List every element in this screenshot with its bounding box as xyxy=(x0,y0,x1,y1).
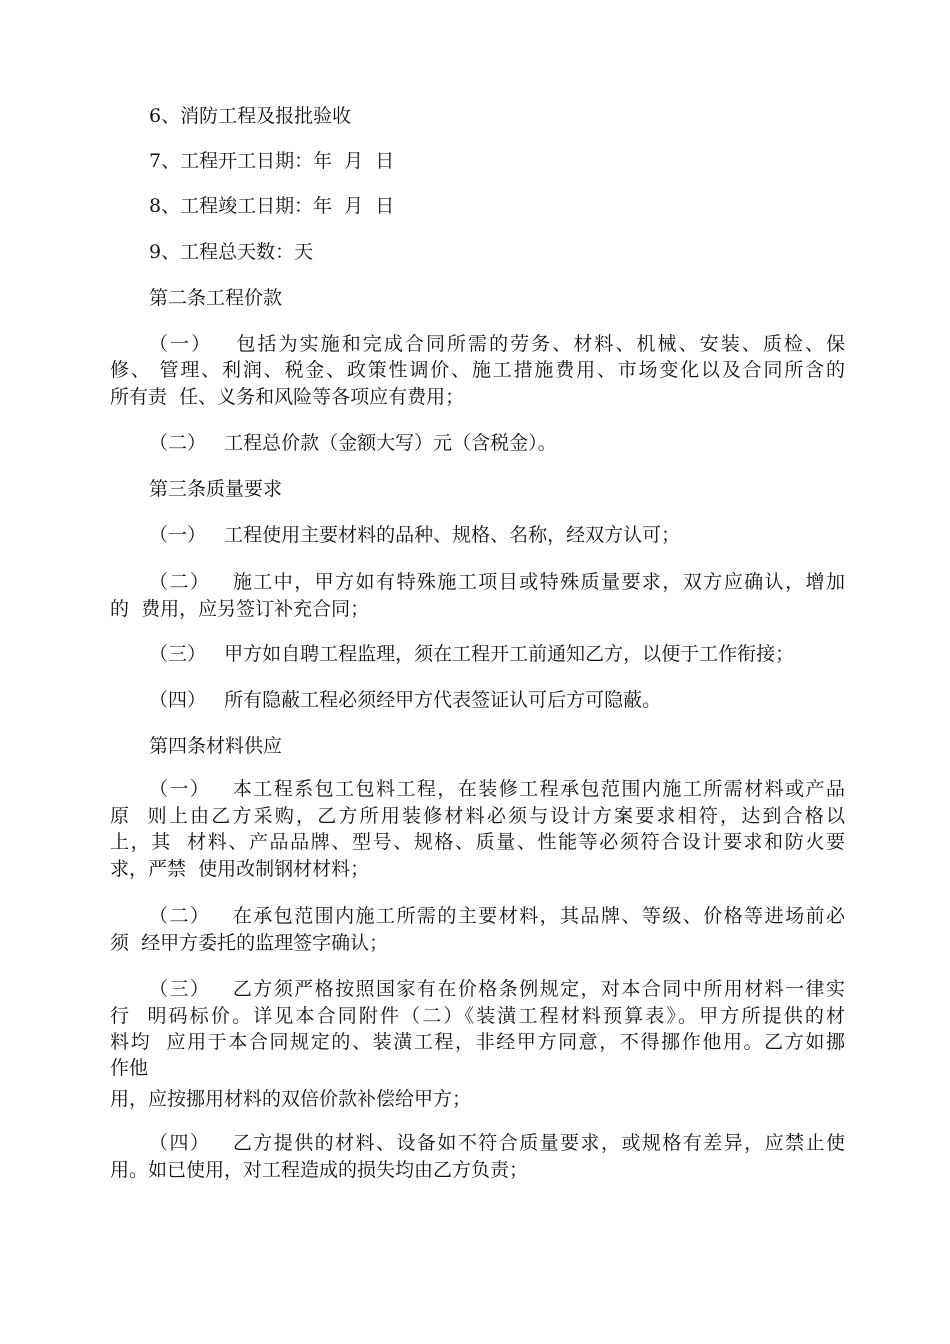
item-9-total-days: 9、工程总天数：天 xyxy=(149,241,314,263)
paragraph-line: （三） 乙方须严格按照国家有在价格条例规定，对本合同中所用材料一律实 xyxy=(149,978,845,1000)
paragraph-line: （二） 在承包范围内施工所需的主要材料，其品牌、等级、价格等进场前必 xyxy=(149,905,845,927)
paragraph-line: 作他 xyxy=(110,1057,149,1079)
paragraph-line: 料均 应用于本合同规定的、装潢工程，非经甲方同意，不得挪作他用。乙方如挪 xyxy=(110,1031,845,1053)
paragraph-line: 须 经甲方委托的监理签字确认； xyxy=(110,932,389,954)
paragraph-line: 原 则上由乙方采购，乙方所用装修材料必须与设计方案要求相符，达到合格以 xyxy=(110,805,845,827)
paragraph-line: 上，其 材料、产品品牌、型号、规格、质量、性能等必须符合设计要求和防火要 xyxy=(110,831,845,853)
paragraph-line: （一） 包括为实施和完成合同所需的劳务、材料、机械、安装、质检、保 xyxy=(149,333,845,355)
article-3-paragraph-1: （一） 工程使用主要材料的品种、规格、名称，经双方认可； xyxy=(149,524,681,546)
paragraph-line: 用，应按挪用材料的双倍价款补偿给甲方； xyxy=(110,1088,472,1110)
article-4-heading: 第四条材料供应 xyxy=(149,735,283,757)
article-3-paragraph-3: （三） 甲方如自聘工程监理，须在工程开工前通知乙方，以便于工作衔接； xyxy=(149,643,795,665)
article-3-heading: 第三条质量要求 xyxy=(149,478,283,500)
item-6-fire-protection: 6、消防工程及报批验收 xyxy=(149,105,352,127)
article-3-paragraph-4: （四） 所有隐蔽工程必须经甲方代表签证认可后方可隐蔽。 xyxy=(149,689,662,711)
paragraph-line: 所有责 任、义务和风险等各项应有费用； xyxy=(110,386,465,408)
paragraph-line: 行 明码标价。详见本合同附件（二）《装潢工程材料预算表》。甲方所提供的材 xyxy=(110,1005,845,1027)
article-2-paragraph-2: （二） 工程总价款（金额大写）元（含税金）。 xyxy=(149,432,557,454)
paragraph-line: （二） 施工中，甲方如有特殊施工项目或特殊质量要求，双方应确认，增加 xyxy=(149,571,845,593)
item-7-start-date: 7、工程开工日期：年 月 日 xyxy=(149,150,395,172)
item-8-completion-date: 8、工程竣工日期：年 月 日 xyxy=(149,195,395,217)
paragraph-line: （四） 乙方提供的材料、设备如不符合质量要求，或规格有差异，应禁止使 xyxy=(149,1132,845,1154)
paragraph-line: 的 费用，应另签订补充合同； xyxy=(110,598,370,620)
paragraph-line: 用。如已使用，对工程造成的损失均由乙方负责； xyxy=(110,1159,529,1181)
article-2-heading: 第二条工程价款 xyxy=(149,287,283,309)
paragraph-line: 求，严禁 使用改制钢材材料； xyxy=(110,858,370,880)
paragraph-line: （一） 本工程系包工包料工程，在装修工程承包范围内施工所需材料或产品 xyxy=(149,778,845,800)
paragraph-line: 修、 管理、利润、税金、政策性调价、施工措施费用、市场变化以及合同所含的 xyxy=(110,359,845,381)
